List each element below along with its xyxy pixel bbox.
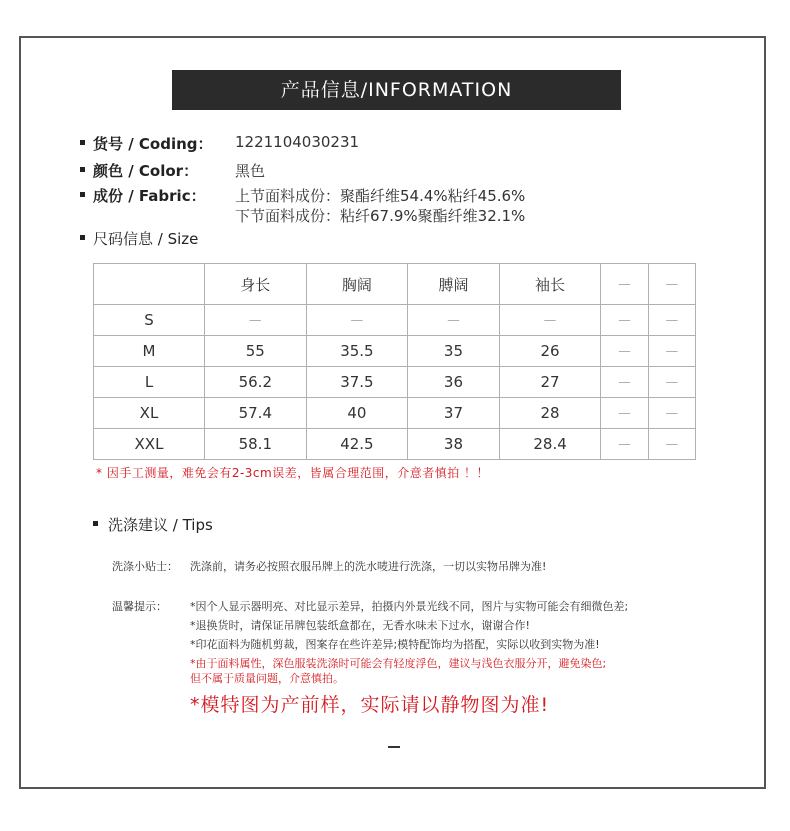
size-cell: M <box>94 336 205 367</box>
table-cell: 35 <box>408 336 500 367</box>
warm-line-2: *退换货时，请保证吊牌包装纸盒都在，无香水味未下过水，谢谢合作! <box>190 619 530 632</box>
wash-text: 洗涤前，请务必按照衣服吊牌上的洗水唛进行洗涤，一切以实物吊牌为准! <box>190 560 547 573</box>
table-cell: 40 <box>306 398 408 429</box>
table-cell: 58.1 <box>205 429 307 460</box>
table-cell: － <box>648 429 695 460</box>
warm-line-3: *印花面料为随机剪裁，图案存在些许差异;模特配饰均为搭配，实际以收到实物为准! <box>190 638 600 651</box>
table-cell: 56.2 <box>205 367 307 398</box>
table-row <box>94 367 696 398</box>
table-cell: － <box>408 305 500 336</box>
header-cell: 膊阔 <box>408 264 500 305</box>
table-cell: － <box>601 429 648 460</box>
model-photo-note: *模特图为产前样，实际请以静物图为准! <box>190 694 550 716</box>
size-label: 尺码信息 / Size <box>93 230 199 248</box>
table-cell: 42.5 <box>306 429 408 460</box>
table-cell: 28.4 <box>499 429 601 460</box>
table-cell: － <box>648 367 695 398</box>
table-cell: － <box>306 305 408 336</box>
table-row <box>94 305 696 336</box>
table-cell: 26 <box>499 336 601 367</box>
table-row <box>94 336 696 367</box>
bullet-color <box>80 167 85 172</box>
header-cell: 袖长 <box>499 264 601 305</box>
table-cell: － <box>601 367 648 398</box>
header-cell: 胸阔 <box>306 264 408 305</box>
bullet-tips <box>93 521 98 526</box>
table-cell: 38 <box>408 429 500 460</box>
table-cell: － <box>648 305 695 336</box>
fabric-line-1: 上节面料成份：聚酯纤维54.4%粘纤45.6% <box>235 187 526 205</box>
table-cell: 36 <box>408 367 500 398</box>
table-cell: － <box>601 336 648 367</box>
header-cell: 身长 <box>205 264 307 305</box>
measure-note: * 因手工测量，难免会有2-3cm误差，皆属合理范围，介意者慎拍 ！！ <box>96 466 490 480</box>
table-cell: 37.5 <box>306 367 408 398</box>
header-cell <box>94 264 205 305</box>
table-cell: － <box>648 398 695 429</box>
fabric-label: 成份 / Fabric： <box>93 187 206 205</box>
header-cell: － <box>601 264 648 305</box>
table-cell: － <box>601 305 648 336</box>
information-banner: 产品信息/INFORMATION <box>172 70 621 110</box>
warm-label: 温馨提示： <box>112 600 167 613</box>
tips-title: 洗涤建议 / Tips <box>108 516 213 534</box>
table-row <box>94 429 696 460</box>
table-cell: 35.5 <box>306 336 408 367</box>
fabric-line-2: 下节面料成份：粘纤67.9%聚酯纤维32.1% <box>235 207 526 225</box>
color-value: 黑色 <box>235 162 266 180</box>
end-divider <box>388 746 400 748</box>
size-cell: XXL <box>94 429 205 460</box>
header-cell: － <box>648 264 695 305</box>
table-row <box>94 398 696 429</box>
color-label: 颜色 / Color： <box>93 162 199 180</box>
size-table-header-row <box>94 264 696 305</box>
bullet-coding <box>80 140 85 145</box>
table-cell: 37 <box>408 398 500 429</box>
size-cell: L <box>94 367 205 398</box>
warm-red-line-2: 但不属于质量问题，介意慎拍。 <box>190 672 344 685</box>
table-cell: － <box>499 305 601 336</box>
size-table <box>93 263 696 460</box>
warm-red-line-1: *由于面料属性，深色服装洗涤时可能会有轻度浮色，建议与浅色衣服分开，避免染色; <box>190 657 607 670</box>
table-cell: － <box>648 336 695 367</box>
table-cell: － <box>601 398 648 429</box>
size-cell: XL <box>94 398 205 429</box>
table-cell: 55 <box>205 336 307 367</box>
wash-label: 洗涤小贴士： <box>112 560 178 573</box>
table-cell: － <box>205 305 307 336</box>
coding-label: 货号 / Coding： <box>93 135 213 153</box>
bullet-fabric <box>80 192 85 197</box>
bullet-size <box>80 235 85 240</box>
size-cell: S <box>94 305 205 336</box>
table-cell: 28 <box>499 398 601 429</box>
coding-value: 1221104030231 <box>235 133 360 151</box>
warm-line-1: *因个人显示器明亮、对比显示差异，拍摄内外景光线不同，图片与实物可能会有细微色差; <box>190 600 629 613</box>
table-cell: 27 <box>499 367 601 398</box>
table-cell: 57.4 <box>205 398 307 429</box>
